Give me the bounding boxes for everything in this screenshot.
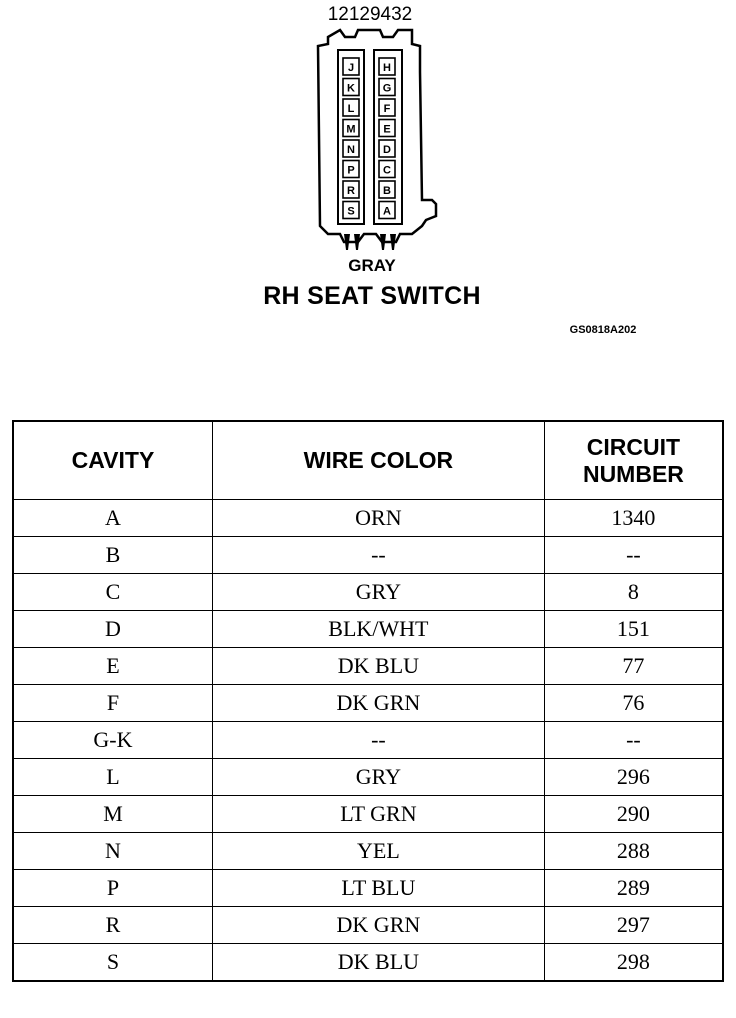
connector-cavity-label: H: [383, 62, 391, 74]
wire-color-cell: GRY: [212, 759, 544, 796]
table-row: [13, 833, 723, 870]
circuit-number-cell: 76: [544, 685, 723, 722]
header-wire-color: WIRE COLOR: [212, 421, 544, 500]
figure-code: GS0818A202: [569, 324, 637, 336]
circuit-number-cell: 289: [544, 870, 723, 907]
wire-color-cell: DK BLU: [212, 648, 544, 685]
connector-color-label: GRAY: [348, 256, 396, 275]
wire-color-cell: GRY: [212, 574, 544, 611]
connector-cavity-label: C: [383, 164, 391, 177]
table-row: [13, 722, 723, 759]
pinout-table-body: [13, 500, 723, 982]
table-row: [13, 870, 723, 907]
table-row: [13, 796, 723, 833]
header-circuit-number: [544, 421, 723, 500]
connector-cavity-label: J: [347, 62, 355, 74]
table-header-row: [13, 421, 723, 500]
connector-cavity-label: B: [383, 185, 391, 197]
table-row: [13, 648, 723, 685]
wire-color-cell: ORN: [212, 500, 544, 537]
cavity-cell: R: [13, 907, 212, 944]
header-cavity: CAVITY: [13, 421, 212, 500]
circuit-number-cell: 290: [544, 796, 723, 833]
connector-cavity-label: A: [383, 205, 391, 218]
circuit-number-cell: 151: [544, 611, 723, 648]
connector-diagram: [300, 20, 440, 256]
connector-cavity-label: N: [347, 144, 355, 156]
wire-color-cell: BLK/WHT: [212, 611, 544, 648]
table-row: [13, 537, 723, 574]
table-row: [13, 944, 723, 982]
connector-cavity-label: E: [383, 123, 391, 136]
cavity-cell: N: [13, 833, 212, 870]
circuit-number-cell: 1340: [544, 500, 723, 537]
table-row: [13, 500, 723, 537]
connector-part-number: 12129432: [327, 4, 413, 25]
circuit-number-cell: 298: [544, 944, 723, 982]
table-row: [13, 685, 723, 722]
wire-color-cell: --: [212, 722, 544, 759]
header-circuit-line1: CIRCUIT: [586, 433, 681, 460]
connector-cavity-label: L: [347, 103, 355, 115]
cavity-cell: G-K: [13, 722, 212, 759]
header-circuit-line2: NUMBER: [582, 460, 684, 487]
circuit-number-cell: 8: [544, 574, 723, 611]
connector-cavity-label: M: [346, 123, 356, 136]
table-row: [13, 759, 723, 796]
table-row: [13, 907, 723, 944]
wire-color-cell: DK GRN: [212, 907, 544, 944]
circuit-number-cell: 297: [544, 907, 723, 944]
connector-cavity-label: G: [382, 82, 392, 95]
connector-housing-outline: [318, 30, 436, 242]
connector-cavity-label: D: [383, 144, 391, 156]
cavity-cell: F: [13, 685, 212, 722]
table-row: [13, 611, 723, 648]
connector-title: RH SEAT SWITCH: [263, 282, 481, 310]
circuit-number-cell: 77: [544, 648, 723, 685]
connector-cavity-label: S: [347, 205, 355, 218]
connector-cavity-label: F: [383, 103, 391, 115]
pinout-table: [12, 420, 724, 982]
cavity-cell: D: [13, 611, 212, 648]
cavity-cell: C: [13, 574, 212, 611]
connector-cavity-label: R: [347, 185, 355, 197]
cavity-cell: M: [13, 796, 212, 833]
table-row: [13, 574, 723, 611]
cavity-cell: B: [13, 537, 212, 574]
circuit-number-cell: --: [544, 722, 723, 759]
wire-color-cell: LT BLU: [212, 870, 544, 907]
cavity-cell: A: [13, 500, 212, 537]
cavity-cell: E: [13, 648, 212, 685]
cavity-cell: L: [13, 759, 212, 796]
circuit-number-cell: 288: [544, 833, 723, 870]
wire-color-cell: --: [212, 537, 544, 574]
connector-cavity-label: P: [347, 164, 355, 177]
connector-cavity-label: K: [347, 82, 355, 95]
circuit-number-cell: 296: [544, 759, 723, 796]
wire-color-cell: YEL: [212, 833, 544, 870]
wire-color-cell: LT GRN: [212, 796, 544, 833]
circuit-number-cell: --: [544, 537, 723, 574]
cavity-cell: S: [13, 944, 212, 982]
wire-color-cell: DK BLU: [212, 944, 544, 982]
cavity-cell: P: [13, 870, 212, 907]
wire-color-cell: DK GRN: [212, 685, 544, 722]
